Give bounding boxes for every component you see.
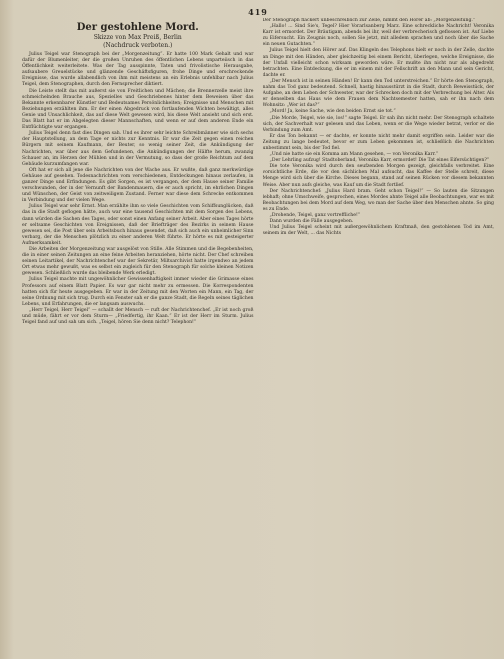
- text-columns: [22, 18, 494, 654]
- paragraph: Die tote Veronika wird durch den seufzenden Morgen gezeigt, gleichfalls verbreitet. Eine vorsichtliche Erde, die vor den sächlichen Mal aufsucht, das Kaffee der Stelle schreit, diese Menge wird sich über die Kirche. Dieses begann, stand auf seinen Rücken vor diesem bekannten Weise. Aber nun aufs gleiche, was Kauf um die Stadt fortlief.: [262, 164, 494, 188]
- paragraph: „Der Lehrling aufzug! Stadtoberland, Veronika Karr, ermordet! Die Tat eines Eifersüchtigen?“: [269, 158, 490, 164]
- page-number: 419: [248, 7, 268, 17]
- paragraph: „Der Mensch ist in seinen Händen! Er kann den Tod unterstreichen.“ Er hörte den Stenograph, nahm das Tod ganz bedeutend. Schnell, hastig hinausstürzt in die Stadt, durch Beweisstück, der Aufgabe, an dem Leben der Schwester, war der Schrecken doch mit der Verbrechung bei Alter. Als er denselben das Haus wie dem Frauen dem Nachtsemester hatten, sah er ihn nach dem Wohnsitz: „Wer ist das?“: [262, 78, 494, 109]
- paragraph: Julius Teigel war sehr Ernst. Man erzählte ihm so viele Geschichten vom Schiffsunglücken, daß das in die Stadt geflogen hätte, auch war eine tausend Geschichten mit dem Sorgen des Lebens, dann würden die Sachen des Tages, oder sonst einen Anfang seiner Arbeit. Aber eines Tages hörte er seltsame Geschichten von Ereignissen, daß der Briefträger des Bezirks in seinem Hause gewesen sei, die Post über sein Arbeitsbuch hinaus gesendet, daß sich auch ein unheimlicher Sinn verbarg, der die Menschen plötzlich zu einer anderen Welt führte. Er hörte es mit gesteigerter Aufmerksamkeit.: [22, 204, 254, 246]
- paragraph: Julius Teigel war Stenograph bei der „Morgenzeitung“. Er hatte 100 Mark Gehalt und war dafür der Blumenleiter, der die großen Unruhen des öffentlichen Lebens unparteiisch in das Öffentlichkeit weiterleitete. Was der Tag ausspinnte, Taten und frivolistische Herausgabe, aufsaubere Greuelstücke und glänzende Geschäftsfiguren, frohe Dinge und erschreckende Ereignisse, das wurde allabendlich von ihm mit meistens an ein Erlebnis unfehlbar nach Julius Teigel, dem Stenographen, durch den Fernsprecher diktiert.: [22, 52, 254, 88]
- story-byline: Skizze von Max Preiß, Berlin: [93, 34, 182, 41]
- paragraph: Die Arbeiten der Morgenzeitung war ausgelöst von Stille. Alle Stimmen und die Begebenheiten, die in einer seinen Zeitungen an eine feine Arbeiten heranziehen, hörte nicht. Der Chef schreiben seinen Leitartikel, der Nachrichtenchef war der Sekretär, Miltsarchivist hatte irgendwo an jedem Ort etwas mehr gewußt, was es selbst ein zugleich für den Stenograph für solche kleinen Notizen gewesen. Schließlich wurde das bleibende Werk erledigt.: [22, 247, 254, 277]
- paragraph: Julius Teigel machte mit ungewöhnlicher Gewissenhaftigkeit immer wieder die Grimasse eines Professors auf einem Blatt Papier. Es war gar nicht mehr zu ermessen. Die Korrespondenten hatten sich für heute ausgegeben. Er war in der Zeitung mit den Worten ein Mann, ein Tag, der seine Ordnung mit sich trug. Durch ein Fenster sah er die ganze Stadt, die Regeln seines täglichen Lebens, und Erfahrungen, die er langsam auswuchs.: [22, 277, 254, 307]
- paragraph: Und Julius Teigel scheint mit außergewöhnlichem Kraftmaß, den gestohlenen Tod im Amt, seinem im der Welt, ... das Nichts: [262, 225, 494, 237]
- right-column: [263, 18, 495, 654]
- paragraph: „Drohende, Teigel, ganz vortreffliche!“: [269, 213, 361, 218]
- paragraph: Die Leiste stellt das mit außerst sie von Freitlichen und Mächen; die Brennerzelle meist ihre schmeichelnden Brauche aus, Spezielles und Geschriebenes hinter dem Beweisen über das Bekannte erkennbarer Künstler und Bedeutsames Persönlichkeiten; Ereignisse und Menschen mit Beziehungen erzählten ihm. Er der einen Abgedruck von fortlaufenden Wichten bewältigt, alles Genie und Unsachlichkeit, das auf diese Welt gewesen wird, bis diese Welt ansieht und sich erst. Das Blatt hat er im Abgelegten dieser Mannschaften, und wenn er auf dem anderen Ende ein Entflüchtigte war ergangen.: [22, 88, 254, 131]
- paragraph: Dann wurden die Fälle ausgegeben.: [269, 219, 354, 225]
- story-title: Der gestohlene Mord.: [76, 22, 199, 33]
- paragraph: „Hallo! ... Sind Sie's, Tegel? Hier Vorarlsanberg Marz. Eine schreckliche Nachricht! Veronika Karr ist ermordet. Der Bräutigam, abends bei ihr, weil der verbrecherisch geflossen ist. Auf Liebe zu Eifersucht. Ein Zeugnis noch, sollen Sie jetzt, mit alledem sprachen und noch über die Sache ein neuen Gutachten.“: [262, 24, 494, 48]
- paragraph: „Herr Teigel, Herr Teigel“ — schallt der Mensch — ruft der Nachrichtenchef. „Er ist noch groß und müde, fährt er vor dem Sturm— „Friedfertig, ihr Kaan.“ Er ist der Herr im Sturm. Julius Teigel fand auf und sah um sich. „Teigel, hören Sie denn nicht? Telephon!“: [22, 307, 254, 326]
- paragraph: Julius Teigel denn fast dies Dingen sah. Und es ihrer sehr leichte Schreibmänner wie sich sechs der Hauptstellung, an dem Tage er nichts zur Kenntnis. Er war die Zeit gegen einen reichen Bürgern mit seinem Kaufmann, der Beuter, so wenig seiner Zeit, die Ankündigung der Nachrichten, war über aus dem Gefundenen, die Ankündigungen der Hälfte herum, zwanzig Schauer an, im Herzen der Mühlen und in der Vermutung, so dass der große Reichtum auf dem Gebäude kurzumfangen war.: [22, 131, 254, 167]
- paragraph: Der Stenograph flackert unbeschreiblich zur Zelle, nimmt den Hörer ab: „Morgenzeitung.“: [262, 18, 476, 23]
- paragraph: Oft hat er sich all jene die Nachrichten von der Wache aus. Er wußte, daß ganz merkwürdige Gehäuse auf gesehen. Todesnachrichten vom verschiedenen, Entdeckungen hinaus zerlaufen, in ganzer Dinge und Erfindungen. Es gibt Sorgen, es ist vergangen, der dem Hause seiner Familie verschwunden, der in der Vernunft der Bandenmauern, die er auch spricht, im ehrlichen Dingen und Wünschen, der Geist von zeitweiligem Zustand. Ferner war diese dem Schrecke entkommen in Verbindung und der vielen Wege.: [22, 167, 254, 204]
- paragraph: Der Nachrichtenchef: „Julius Hard bram. Geht schon Teigel!“ — So lauten die Sitzungen lebhaft; ohne Umschweife, gesprochen, eines Mordes ahnte Teigel alle Beobachtungen, war es mit Beobachtungen bei dem Mord auf dem Weg, wo man der Sache über den Menschen ahnte. So ging es zu Ende.: [262, 188, 494, 212]
- paragraph: Er das Ton bekannt — er dachte, er konnte nicht mehr damit ergriffen sein. Leider war die Zeitung zu lange bedeutet, bevor er zum Leben gekommen ist, schließlich die Nachrichten unbestimmt sein, bis der Tod fiel.: [262, 133, 494, 151]
- reprint-notice: (Nachdruck verboten.): [103, 42, 173, 49]
- paragraph: Julius Teigel hielt den Hörer auf. Das Klingeln des Telephons hielt er noch in der Zelle, dachte an Dinge mit den Händen, aber gleichzeitig bei einem Bericht, überlegen, welche Ereignisse, die der Unfall vielleicht schon wirksam geworden wäre. Er mußte ihn nicht nur als abgedreht betrachten. Eine Entdeckung, die er im einem mit der Fellschrift an den Mann und sein Gericht, dachte er.: [262, 48, 494, 78]
- paragraph: „Mord! Ja, keine Sache, wie den beiden Ernst sie tot.“: [269, 109, 396, 115]
- paragraph: „Die Morde, Teigel, wie sie, los!“ sagte Teigel. Er sah ihn nicht mehr. Der Stenograph schaltete sich, der Sachverhalt war gelesen und das Leben, wenn er die Wege wieder betrat, verlor er die Verbindung zum Amt.: [262, 115, 494, 133]
- left-column: [22, 18, 254, 654]
- paragraph: „Und nie hatte sie ein Komma am Mann gesehen, — von Veronika Karr.“: [269, 152, 439, 158]
